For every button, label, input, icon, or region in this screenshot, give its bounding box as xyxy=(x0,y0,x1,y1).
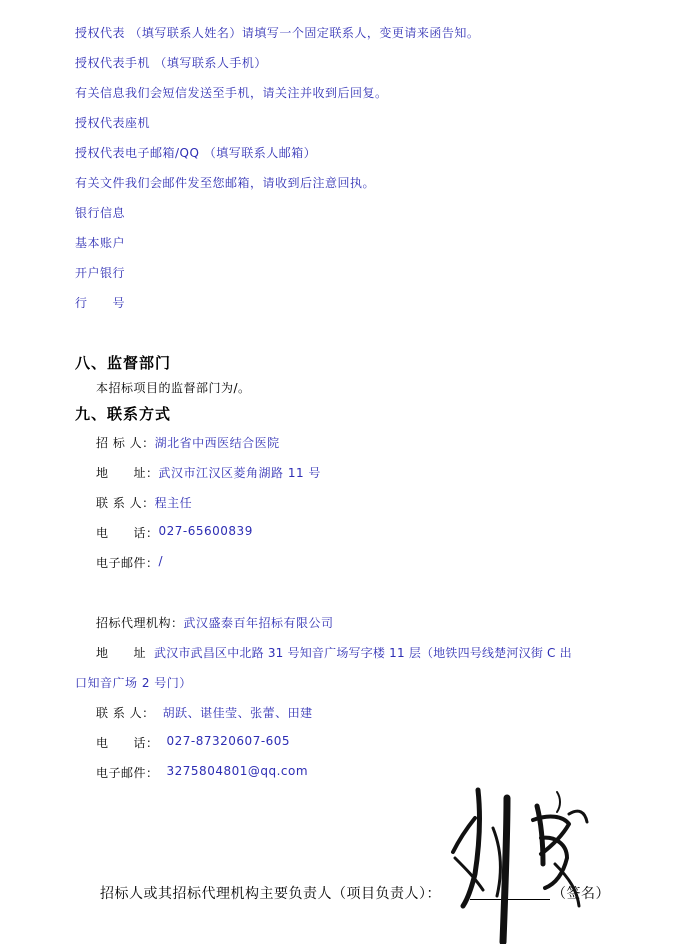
tenderer-email: / xyxy=(158,554,164,568)
tenderer-name: 湖北省中西医结合医院 xyxy=(154,436,280,450)
tenderer-email-label: 电子邮件： xyxy=(96,556,159,570)
intro-line-2: 授权代表手机 （填写联系人手机） xyxy=(75,56,267,70)
tenderer-email-row xyxy=(96,554,163,571)
agency-email: 3275804801@qq.com xyxy=(166,764,309,778)
intro-line-9: 开户银行 xyxy=(75,266,126,280)
agency-contact: 胡跃、谌佳莹、张蕾、田建 xyxy=(162,706,313,720)
agency-address-label: 地 址 xyxy=(96,646,147,660)
tenderer-phone: 027-65600839 xyxy=(158,524,253,538)
agency-phone-row xyxy=(96,734,290,751)
agency-address-row xyxy=(96,644,572,661)
intro-line-8: 基本账户 xyxy=(75,236,126,250)
tenderer-contact: 程主任 xyxy=(154,496,193,510)
intro-line-1: 授权代表 （填写联系人姓名）请填写一个固定联系人，变更请来函告知。 xyxy=(75,26,480,40)
section8-text: 本招标项目的监督部门为/。 xyxy=(96,381,251,395)
tenderer-phone-label: 电 话： xyxy=(96,526,159,540)
agency-name-row xyxy=(96,614,334,631)
intro-line-7: 银行信息 xyxy=(75,206,126,220)
section9-title: 九、联系方式 xyxy=(75,405,172,423)
tenderer-name-label: 招 标 人： xyxy=(96,436,155,450)
tenderer-address-label: 地 址： xyxy=(96,466,159,480)
signature-label: 招标人或其招标代理机构主要负责人（项目负责人）： xyxy=(100,886,441,902)
tenderer-address: 武汉市江汉区菱角湖路 11 号 xyxy=(158,466,321,480)
agency-address-line1: 武汉市武昌区中北路 31 号知音广场写字楼 11 层（地铁四号线楚河汉街 C 出 xyxy=(154,646,572,660)
tenderer-contact-row xyxy=(96,494,192,511)
intro-line-3: 有关信息我们会短信发送至手机，请关注并收到后回复。 xyxy=(75,86,388,100)
signature-suffix: （签名） xyxy=(552,886,610,902)
agency-contact-row xyxy=(96,704,313,721)
agency-contact-label: 联 系 人： xyxy=(96,706,155,720)
intro-line-5: 授权代表电子邮箱/QQ （填写联系人邮箱） xyxy=(75,146,317,160)
handwritten-signature xyxy=(445,778,605,944)
tenderer-contact-label: 联 系 人： xyxy=(96,496,155,510)
tenderer-address-row xyxy=(96,464,321,481)
agency-email-label: 电子邮件： xyxy=(96,766,159,780)
intro-line-10: 行 号 xyxy=(75,296,126,310)
agency-phone: 027-87320607-605 xyxy=(166,734,291,748)
tenderer-phone-row xyxy=(96,524,253,541)
tenderer-name-row xyxy=(96,434,280,451)
intro-line-6: 有关文件我们会邮件发至您邮箱，请收到后注意回执。 xyxy=(75,176,376,190)
agency-email-row xyxy=(96,764,308,781)
section8-title: 八、监督部门 xyxy=(75,354,172,372)
agency-phone-label: 电 话： xyxy=(96,736,159,750)
agency-name-label: 招标代理机构： xyxy=(96,616,184,630)
agency-address-line2: 口知音广场 2 号门） xyxy=(75,676,192,690)
intro-line-4: 授权代表座机 xyxy=(75,116,151,130)
agency-name: 武汉盛泰百年招标有限公司 xyxy=(183,616,334,630)
